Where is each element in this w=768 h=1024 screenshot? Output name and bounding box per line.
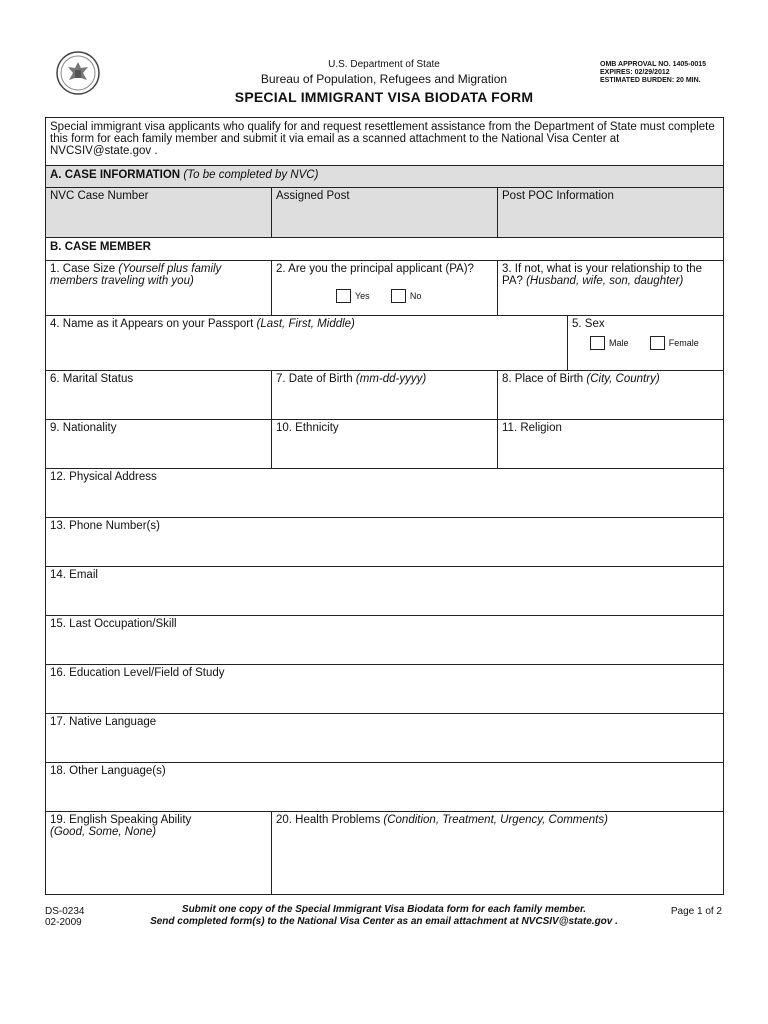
no-label: No <box>409 291 422 301</box>
omb-burden: ESTIMATED BURDEN: 20 MIN. <box>600 77 701 84</box>
place-of-birth-note: (City, Country) <box>586 373 660 385</box>
section-a-note: (To be completed by NVC) <box>183 169 319 181</box>
nvc-case-number-field[interactable] <box>46 188 272 238</box>
form-number: DS-0234 <box>45 906 85 917</box>
email-field[interactable] <box>46 567 723 616</box>
native-language-field[interactable] <box>46 714 723 763</box>
yes-checkbox[interactable] <box>336 289 351 303</box>
nvc-case-number-label: NVC Case Number <box>50 190 149 202</box>
assigned-post-field[interactable] <box>272 188 498 238</box>
case-size-label: 1. Case Size <box>50 263 116 275</box>
footer-line-2: Send completed form(s) to the National Visa Center as an email attachment at NVCSIV@state.gov . <box>150 916 618 927</box>
intro-paragraph: Special immigrant visa applicants who qualify for and request resettlement assistance from the Department of State must complete this form for each family member and submit it via email as a scanned attachment to the National Visa Center at NVCSIV@state.gov . <box>50 121 715 157</box>
date-of-birth-field[interactable] <box>272 371 498 420</box>
phone-number-label: 13. Phone Number(s) <box>50 520 160 532</box>
case-size-note: (Yourself plus family members traveling with you) <box>50 263 222 287</box>
form-date: 02-2009 <box>45 917 82 928</box>
education-level-field[interactable] <box>46 665 723 714</box>
place-of-birth-label: 8. Place of Birth <box>502 373 584 385</box>
section-b-header <box>46 238 723 261</box>
footer-instructions <box>100 904 668 928</box>
omb-expires: EXPIRES: 02/29/2012 <box>600 69 670 76</box>
place-of-birth-field[interactable] <box>498 371 723 420</box>
marital-status-label: 6. Marital Status <box>50 373 134 385</box>
male-label: Male <box>609 338 629 348</box>
post-poc-label: Post POC Information <box>502 190 614 202</box>
religion-label: 11. Religion <box>502 422 562 434</box>
ethnicity-label: 10. Ethnicity <box>276 422 339 434</box>
male-checkbox[interactable] <box>590 336 605 350</box>
health-problems-field[interactable] <box>272 812 723 894</box>
ethnicity-field[interactable] <box>272 420 498 469</box>
last-occupation-field[interactable] <box>46 616 723 665</box>
principal-applicant-options <box>276 289 493 303</box>
case-size-field[interactable] <box>46 261 272 316</box>
religion-field[interactable] <box>498 420 723 469</box>
department-name: U.S. Department of State <box>328 59 440 70</box>
bureau-name: Bureau of Population, Refugees and Migration <box>260 72 508 86</box>
native-language-label: 17. Native Language <box>50 716 157 728</box>
omb-info <box>600 61 706 85</box>
passport-name-label: 4. Name as it Appears on your Passport <box>50 318 254 330</box>
marital-status-field[interactable] <box>46 371 272 420</box>
nationality-label: 9. Nationality <box>50 422 117 434</box>
principal-applicant-field <box>272 261 498 316</box>
relationship-note: (Husband, wife, son, daughter) <box>526 275 684 287</box>
female-checkbox[interactable] <box>650 336 665 350</box>
section-a-title: A. CASE INFORMATION <box>50 169 181 181</box>
female-label: Female <box>668 338 699 348</box>
form-identifier <box>45 906 84 928</box>
section-b-title: B. CASE MEMBER <box>50 241 151 253</box>
post-poc-field[interactable] <box>498 188 723 238</box>
assigned-post-label: Assigned Post <box>276 190 350 202</box>
no-checkbox[interactable] <box>391 289 406 303</box>
english-ability-field[interactable] <box>46 812 272 894</box>
email-label: 14. Email <box>50 569 98 581</box>
biodata-form <box>45 117 724 895</box>
sex-options <box>572 336 719 350</box>
omb-approval: OMB APPROVAL NO. 1405-0015 <box>600 61 707 68</box>
intro-text <box>46 118 723 166</box>
principal-applicant-label: 2. Are you the principal applicant (PA)? <box>276 263 474 275</box>
education-level-label: 16. Education Level/Field of Study <box>50 667 225 679</box>
sex-label: 5. Sex <box>572 318 605 330</box>
date-of-birth-label: 7. Date of Birth <box>276 373 353 385</box>
yes-label: Yes <box>355 291 370 301</box>
health-problems-note: (Condition, Treatment, Urgency, Comments) <box>383 814 608 826</box>
physical-address-field[interactable] <box>46 469 723 518</box>
english-ability-note: (Good, Some, None) <box>50 826 157 838</box>
other-languages-label: 18. Other Language(s) <box>50 765 166 777</box>
other-languages-field[interactable] <box>46 763 723 812</box>
relationship-field[interactable] <box>498 261 723 316</box>
form-title: SPECIAL IMMIGRANT VISA BIODATA FORM <box>234 89 534 105</box>
health-problems-label: 20. Health Problems <box>276 814 381 826</box>
last-occupation-label: 15. Last Occupation/Skill <box>50 618 177 630</box>
english-ability-label: 19. English Speaking Ability <box>50 814 192 826</box>
footer-line-1: Submit one copy of the Special Immigrant Visa Biodata form for each family member. <box>181 904 587 915</box>
physical-address-label: 12. Physical Address <box>50 471 157 483</box>
relationship-label: 3. If not, what is your relationship to the PA? <box>502 263 703 287</box>
passport-name-field[interactable] <box>46 316 568 371</box>
nationality-field[interactable] <box>46 420 272 469</box>
date-of-birth-note: (mm-dd-yyyy) <box>355 373 427 385</box>
section-a-header <box>46 166 723 188</box>
page-number: Page 1 of 2 <box>670 906 722 917</box>
sex-field <box>568 316 723 371</box>
phone-number-field[interactable] <box>46 518 723 567</box>
passport-name-note: (Last, First, Middle) <box>256 318 355 330</box>
